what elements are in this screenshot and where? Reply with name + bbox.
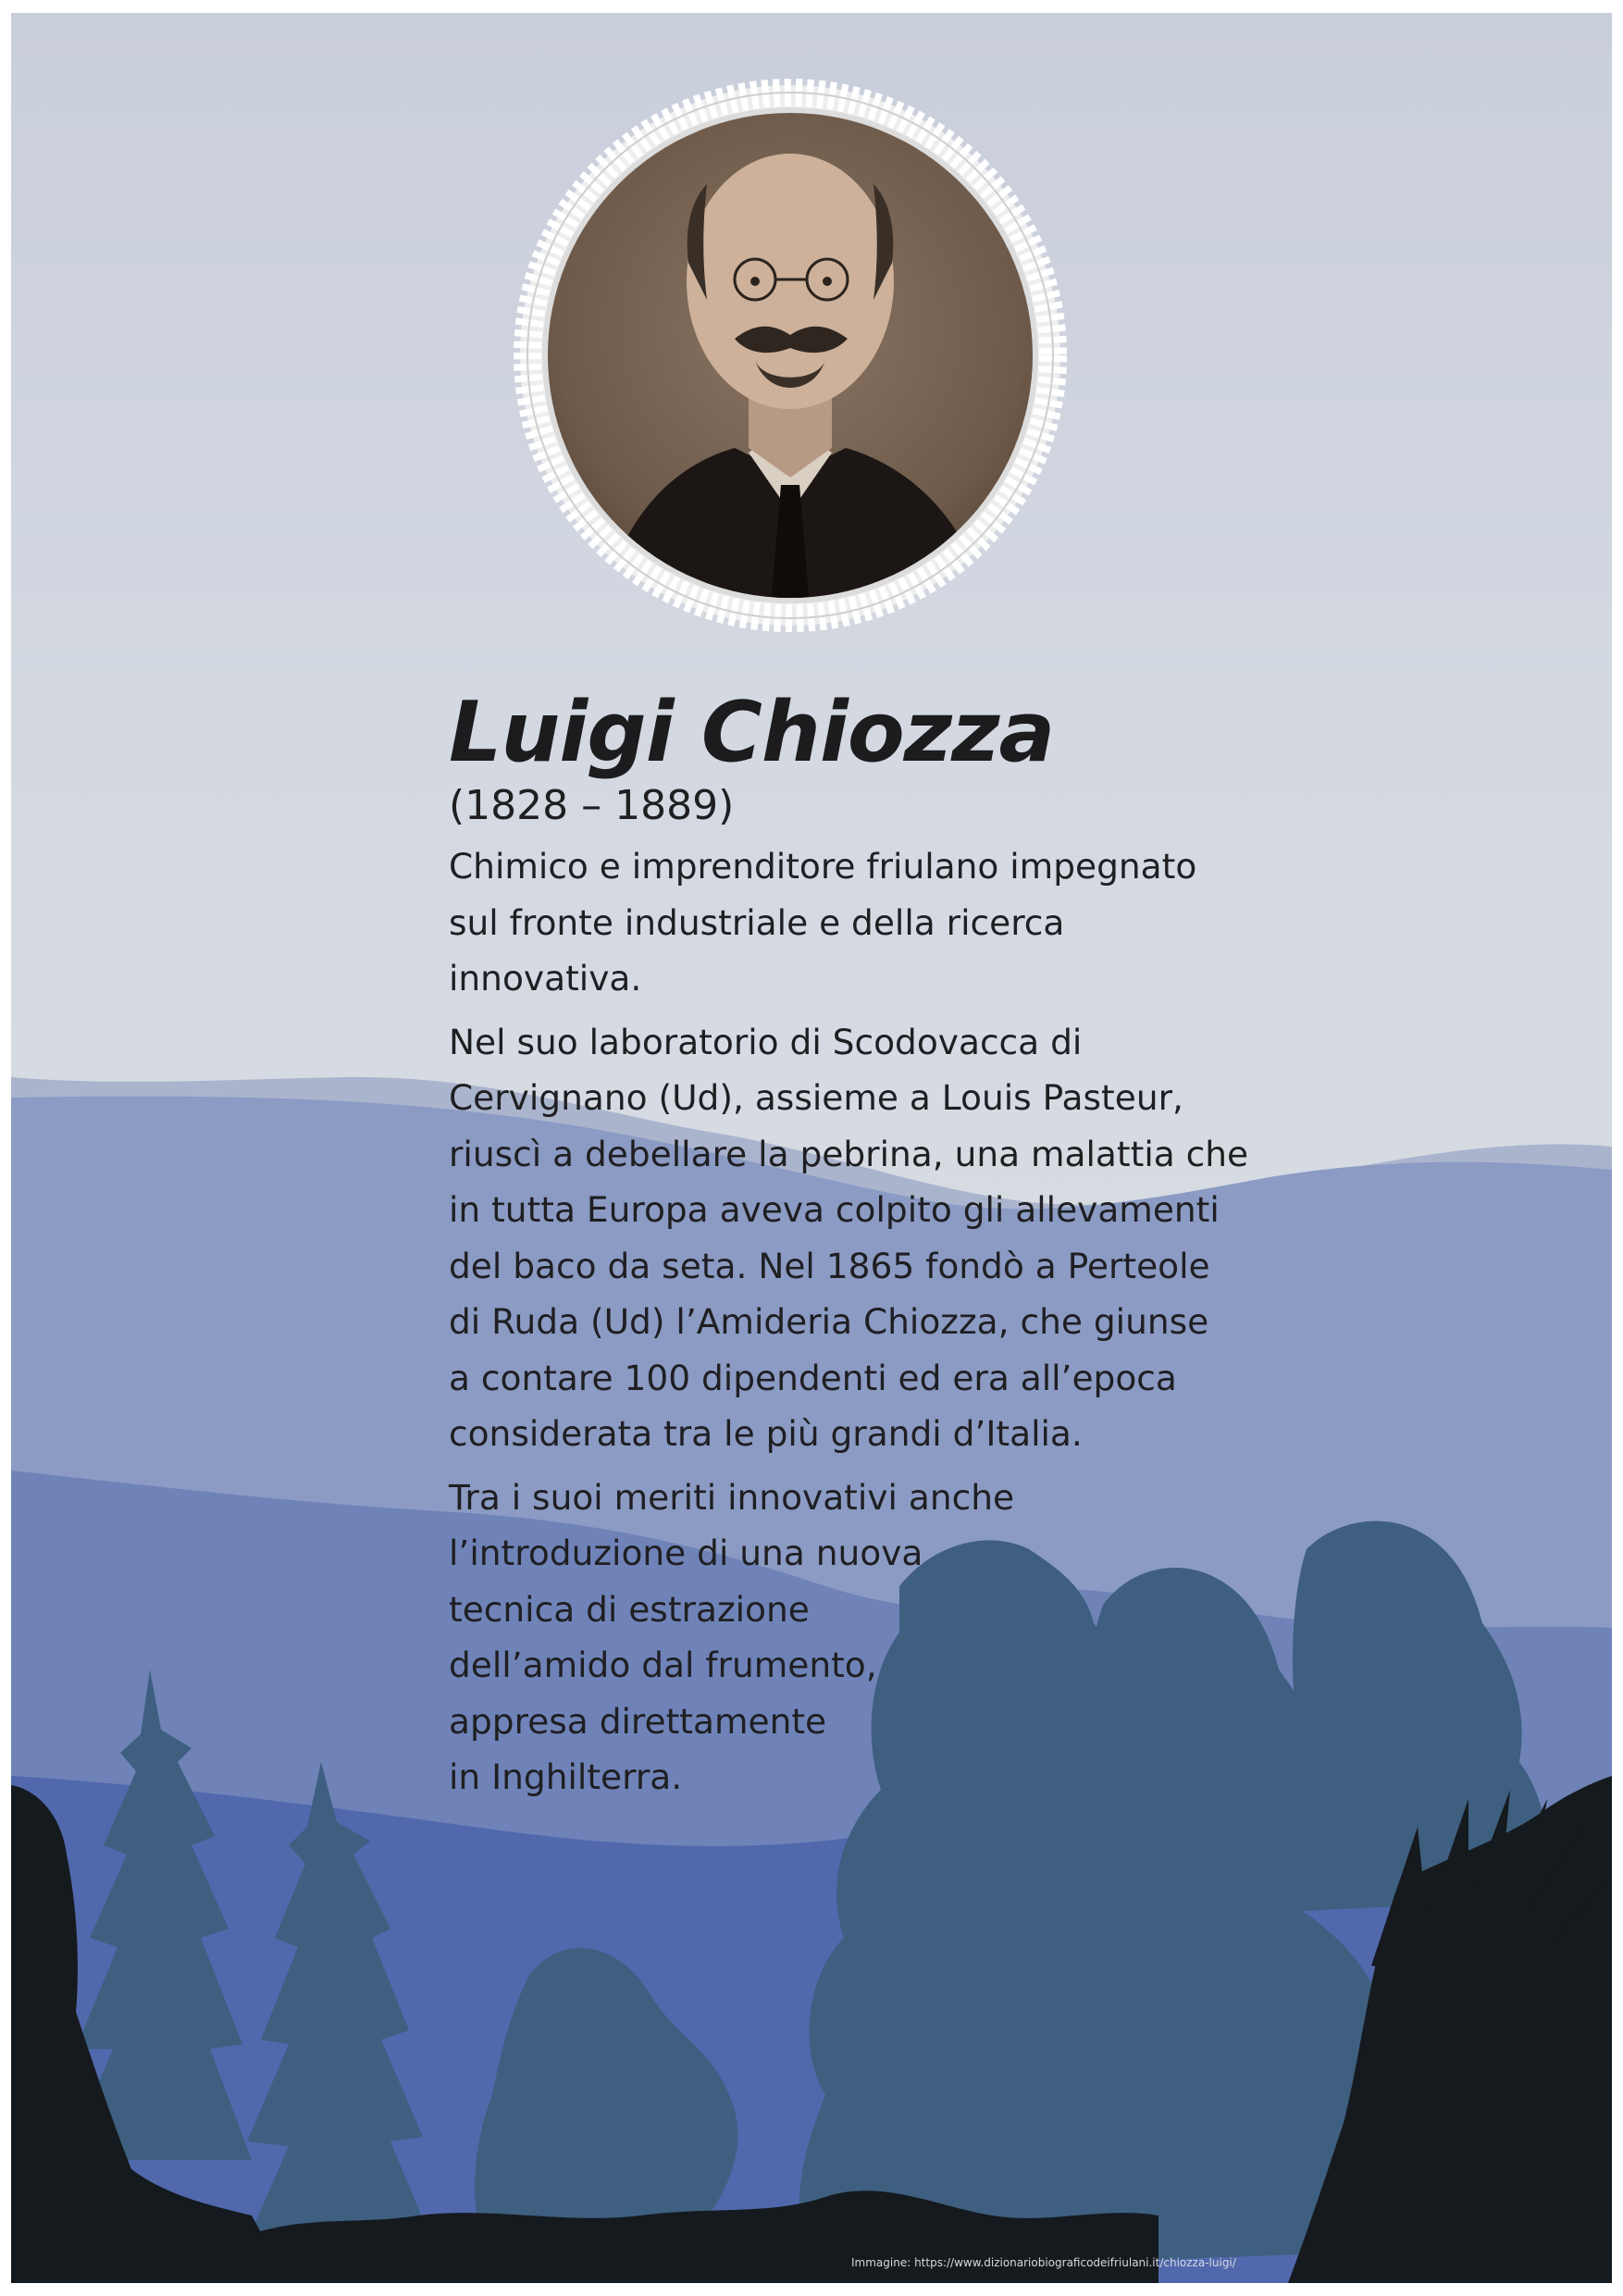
bio-paragraph-3 — [449, 1470, 1300, 1806]
image-credit: Immagine: https://www.dizionariobiograficodeifriulani.it/chiozza-luigi/ — [851, 2256, 1236, 2269]
text-line: considerata tra le più grandi d’Italia. — [449, 1413, 1083, 1454]
bio-paragraph-2 — [449, 1014, 1300, 1462]
text-line: dell’amido dal frumento, — [449, 1644, 877, 1685]
biography — [449, 684, 1300, 1813]
text-line: tecnica di estrazione — [449, 1588, 810, 1630]
portrait-medallion — [513, 78, 1068, 633]
text-line: di Ruda (Ud) l’Amideria Chiozza, che giunse — [449, 1301, 1209, 1342]
text-line: l’introduzione di una nuova — [449, 1533, 923, 1573]
text-line: appresa direttamente — [449, 1700, 827, 1742]
text-line: innovativa. — [449, 958, 642, 999]
text-line: sul fronte industriale e della ricerca — [449, 901, 1065, 943]
text-line: in tutta Europa aveva colpito gli allevamenti — [449, 1189, 1220, 1230]
text-line: del baco da seta. Nel 1865 fondò a Perteole — [449, 1245, 1210, 1286]
person-dates: (1828 – 1889) — [449, 782, 735, 829]
portrait-image — [513, 78, 1068, 633]
text-line: Chimico e imprenditore friulano impegnato — [449, 846, 1197, 887]
person-name: Luigi Chiozza — [449, 684, 1055, 781]
text-line: riuscì a debellare la pebrina, una malattia che — [449, 1133, 1249, 1174]
text-line: a contare 100 dipendenti ed era all’epoca — [449, 1357, 1177, 1398]
text-line: Tra i suoi meriti innovativi anche — [449, 1476, 1015, 1518]
poster — [11, 13, 1612, 2283]
text-line: Nel suo laboratorio di Scodovacca di — [449, 1021, 1083, 1062]
bio-paragraph-1 — [449, 838, 1300, 1007]
text-line: Cervignano (Ud), assieme a Louis Pasteur, — [449, 1077, 1183, 1118]
text-line: in Inghilterra. — [449, 1756, 683, 1797]
